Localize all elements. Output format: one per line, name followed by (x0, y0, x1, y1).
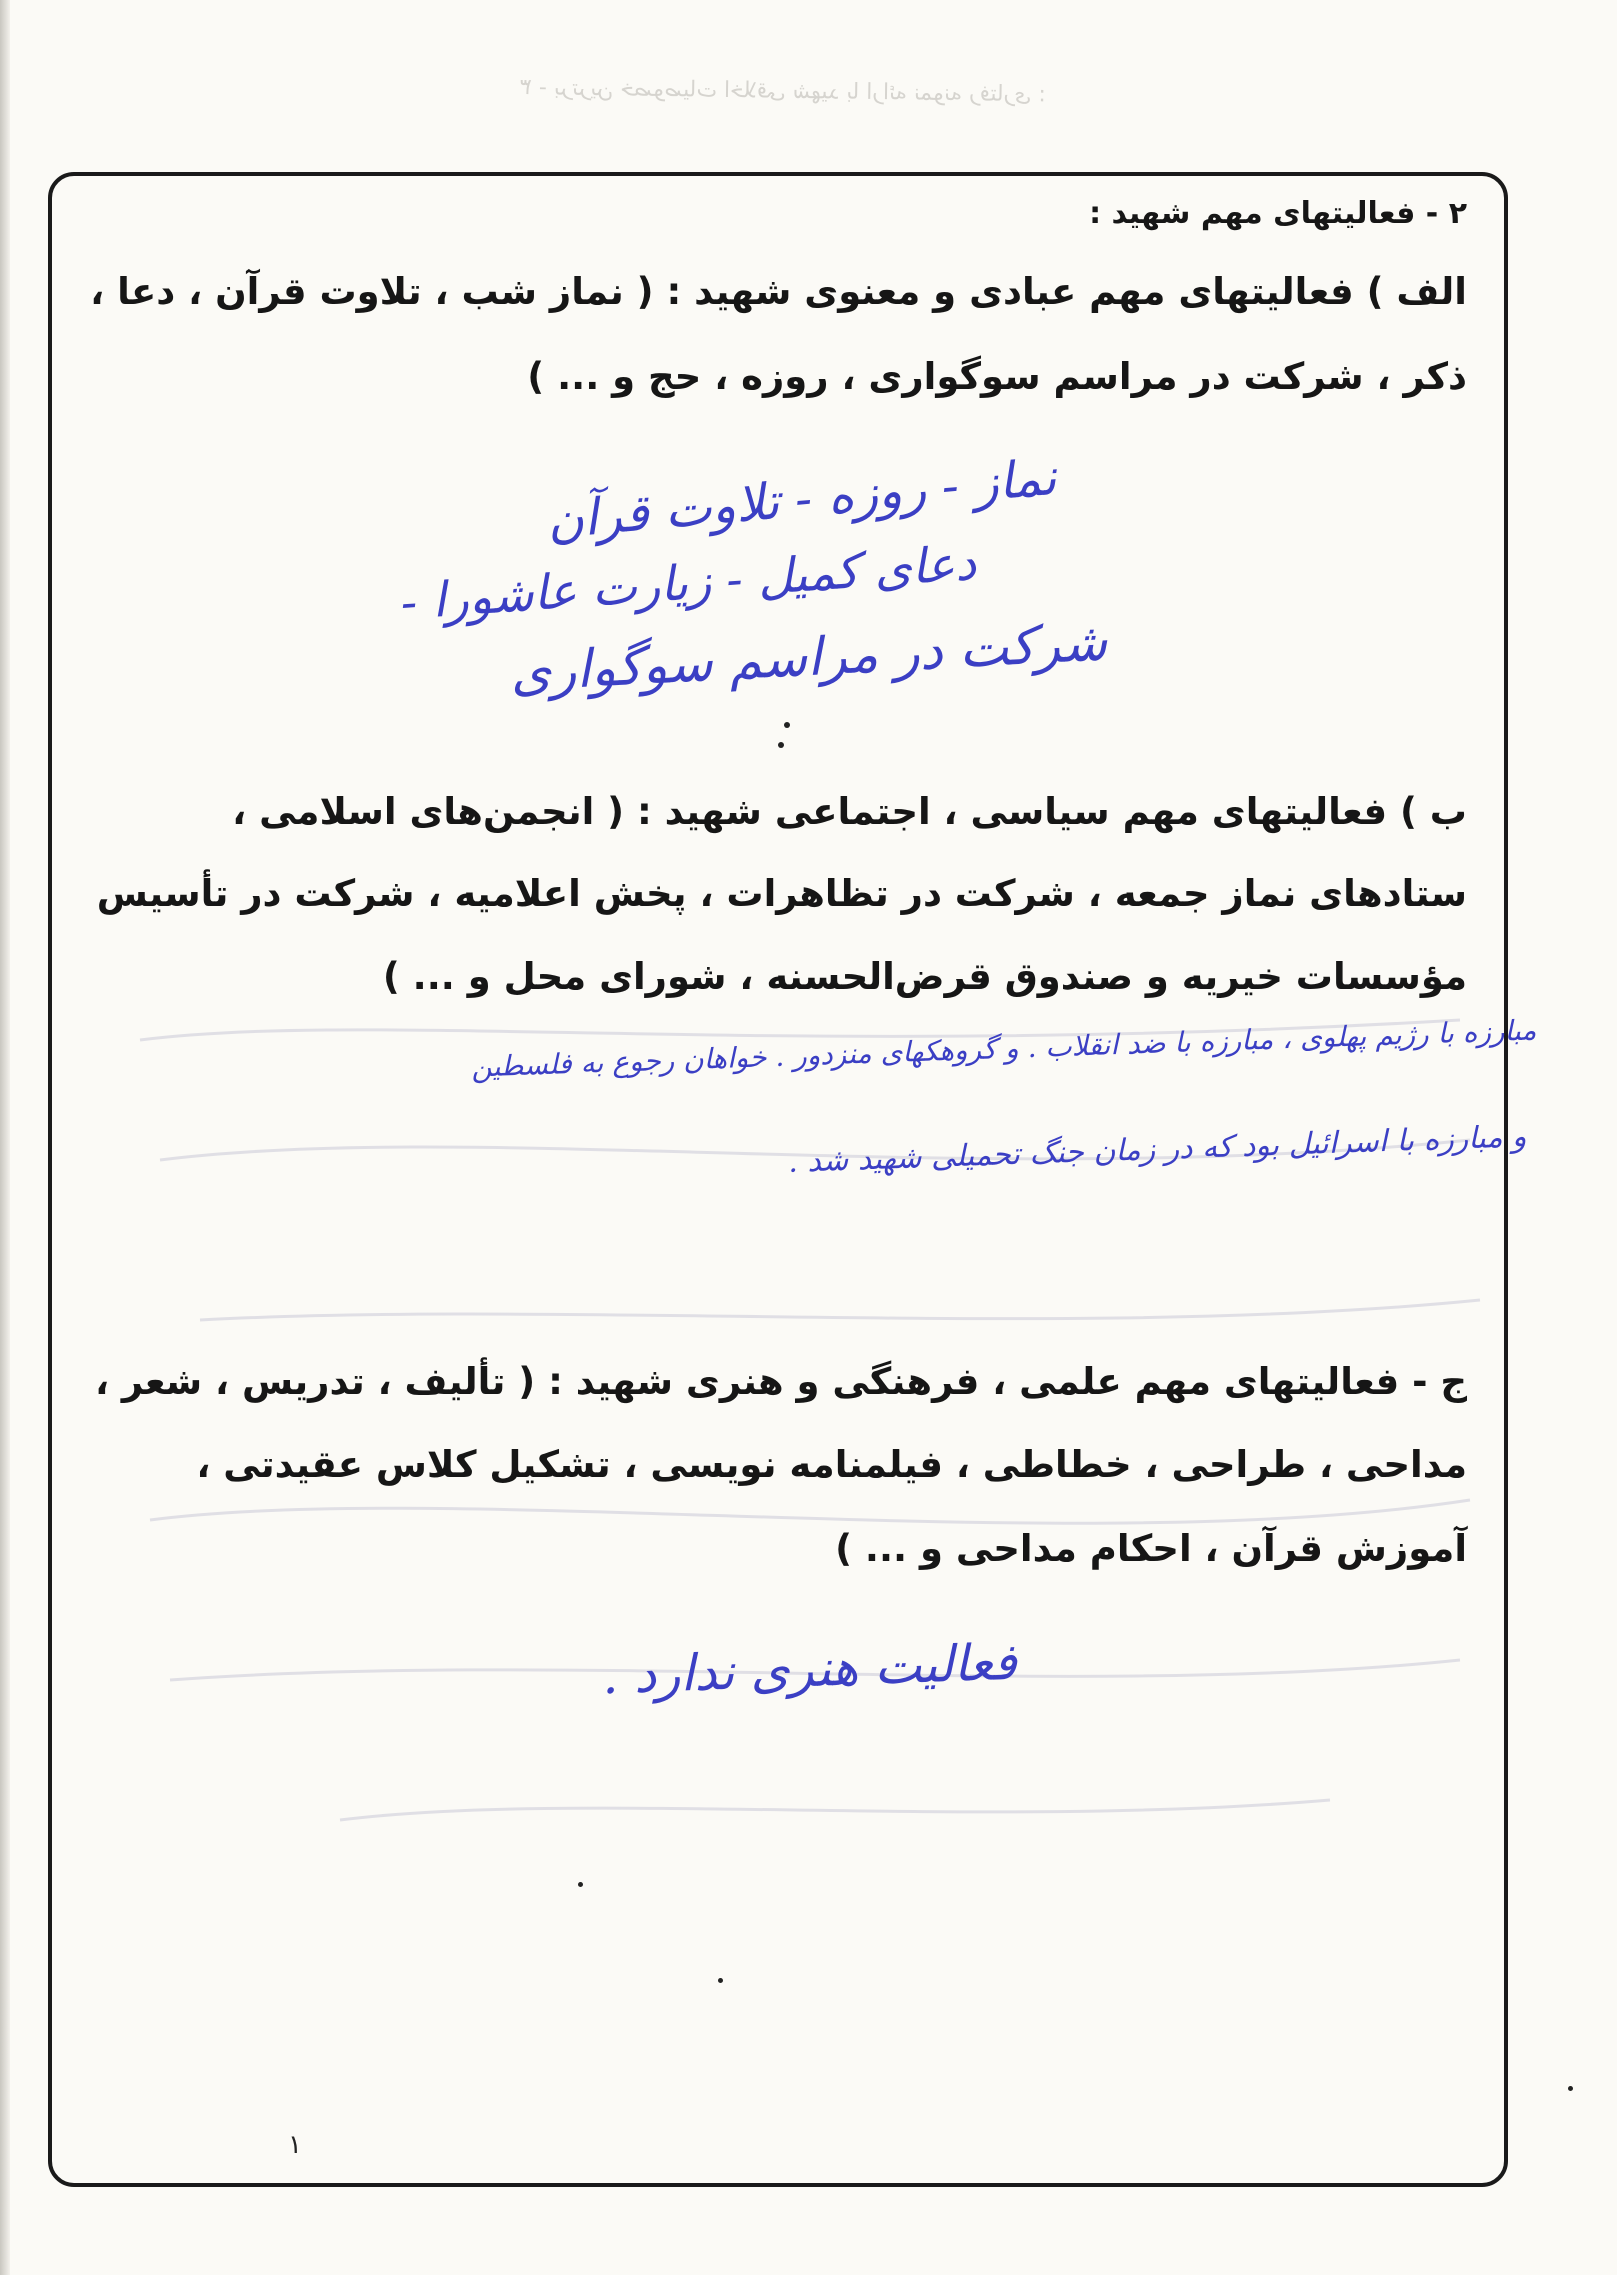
answer-a-line-1: نماز - روزه - تلاوت قرآن (544, 447, 1059, 551)
ink-dot (1568, 2086, 1573, 2091)
bleed-through-text: ۳ - برترین خصوصیات اخلاقی شهید با ارائه نمونه رفتاری : (519, 75, 1046, 108)
ink-dot (784, 722, 790, 728)
section-c-line-1: ج - فعالیتهای مهم علمی ، فرهنگی و هنری شهید : ( تألیف ، تدریس ، شعر ، (94, 1360, 1467, 1403)
answer-b-line-2: و مبارزه با اسرائیل بود که در زمان جنگ تحمیلی شهید شد . (787, 1119, 1528, 1180)
section-b-line-3: مؤسسات خیریه و صندوق قرض‌الحسنه ، شورای محل و ... ) (382, 955, 1467, 998)
section-b-line-2: ستادهای نماز جمعه ، شرکت در تظاهرات ، پخش اعلامیه ، شرکت در تأسیس (96, 872, 1467, 915)
section-b-line-1: ب ) فعالیتهای مهم سیاسی ، اجتماعی شهید : ( انجمن‌های اسلامی ، (232, 790, 1467, 833)
section-a-line-1: الف ) فعالیتهای مهم عبادی و معنوی شهید : ( نماز شب ، تلاوت قرآن ، دعا ، (90, 270, 1467, 313)
section-heading: ۲ - فعالیتهای مهم شهید : (1089, 196, 1467, 231)
answer-c-line-1: فعالیت هنری ندارد . (601, 1632, 1018, 1706)
answer-a-line-2: دعای کمیل - زیارت عاشورا - (399, 534, 979, 632)
ink-dot (778, 742, 784, 748)
section-a-line-2: ذکر ، شرکت در مراسم سوگواری ، روزه ، حج و ... ) (527, 355, 1467, 398)
ink-dot (578, 1882, 583, 1887)
page-number: ۱ (288, 2130, 302, 2160)
answer-b-line-1: مبارزه با رژیم پهلوی ، مبارزه با ضد انقلاب . و گروهکهای منزدور . خواهان رجوع به فلسطین (471, 1013, 1538, 1084)
section-c-line-3: آموزش قرآن ، احکام مداحی و ... ) (835, 1527, 1467, 1570)
page-edge-shadow (0, 0, 10, 2275)
ink-dot (718, 1978, 723, 1983)
answer-a-line-3: شرکت در مراسم سوگواری (508, 612, 1109, 704)
section-c-line-2: مداحی ، طراحی ، خطاطی ، فیلمنامه نویسی ، تشکیل کلاس عقیدتی ، (196, 1443, 1467, 1486)
